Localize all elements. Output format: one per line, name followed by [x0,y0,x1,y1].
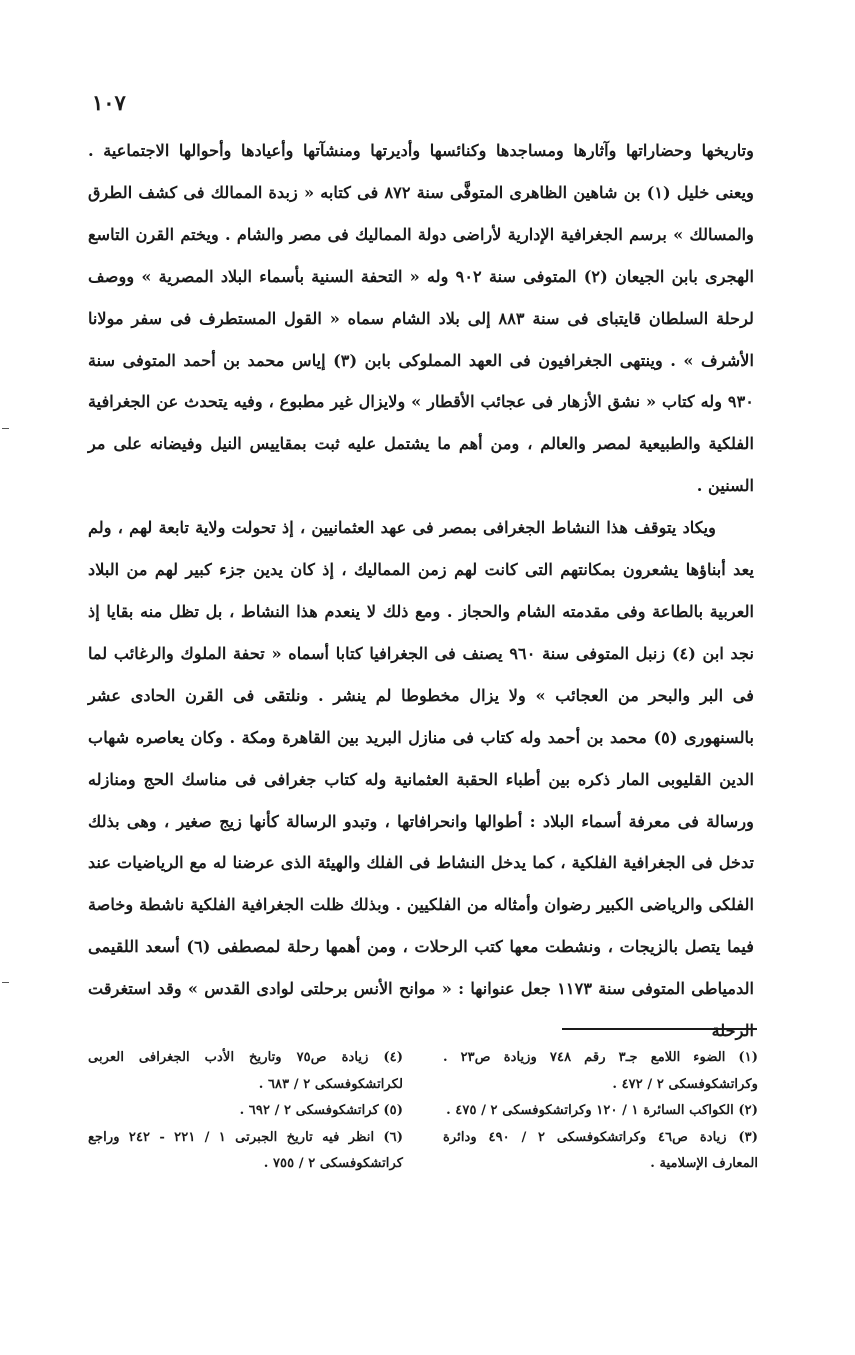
page-number: ١٠٧ [92,90,126,115]
footnote-3: (٣) زيادة ص٤٦ وكراتشكوفسكى ٢ / ٤٩٠ ودائرة المعارف الإسلامية . [443,1129,758,1171]
footnotes-left-column [88,1045,403,1178]
footnote-4: (٤) زيادة ص٧٥ وتاريخ الأدب الجغرافى العربى لكراتشكوفسكى ٢ / ٦٨٣ . [88,1050,403,1092]
margin-mark [2,428,9,429]
footnote-1: (١) الضوء اللامع جـ٣ رقم ٧٤٨ وزيادة ص٢٣ . وكراتشكوفسكى ٢ / ٤٧٢ . [443,1050,759,1092]
footnotes [88,1045,758,1178]
footnote-separator [562,1028,757,1030]
footnote-2: (٢) الكواكب السائرة ١ / ١٢٠ وكراتشكوفسكى ٢ / ٤٧٥ . [446,1103,758,1118]
margin-mark [2,982,9,983]
main-text [88,130,754,1052]
footnotes-right-column [443,1045,758,1178]
footnote-6: (٦) انظر فيه تاريخ الجبرتى ١ / ٢٢١ - ٢٤٢ وراجع كراتشكوفسكى ٢ / ٧٥٥ . [88,1129,404,1171]
footnote-5: (٥) كراتشكوفسكى ٢ / ٦٩٢ . [239,1103,403,1118]
paragraph-2: ويكاد يتوقف هذا النشاط الجغرافى بمصر فى عهد العثمانيين ، إذ تحولت ولاية تابعة لهم ، ولم يعد أبناؤها يشعرون بمكانتهم التى كانت لهم زمن المماليك ، إذ كان يدين جزء كبير لهم من البلاد العربية بالطاعة وفى مقدمته الشام والحجاز . ومع ذلك لا ينعدم هذا النشاط ، بل تظل منه بقايا إذ نجد ابن (٤) زنبل المتوفى سنة ٩٦٠ يصنف فى الجغرافيا كتابا أسماه « تحفة الملوك والرغائب لما فى البر والبحر من العجائب » ولا يزال مخطوطا لم ينشر . ونلتقى فى القرن الحادى عشر بالسنهورى (٥) محمد بن أحمد وله كتاب فى منازل البريد بين القاهرة ومكة . وكان يعاصره شهاب الدين القليوبى المار ذكره بين أطباء الحقبة العثمانية وله كتاب جغرافى فى مناسك الحج ومنازله ورسالة فى معرفة أسماء البلاد : أطوالها وانحرافاتها ، وتبدو الرسالة كأنها زيج صغير ، وهى بذلك تدخل فى الجغرافية الفلكية ، كما يدخل النشاط فى الفلك والهيئة الذى عرضنا له مع الرياضيات عند الفلكى والرياضى الكبير رضوان وأمثاله من الفلكيين . وبذلك ظلت الجغرافية الفلكية ناشطة وخاصة فيما يتصل بالزيجات ، ونشطت معها كتب الرحلات ، ومن أهمها رحلة لمصطفى (٦) أسعد اللقيمى الدمياطى المتوفى سنة ١١٧٣ جعل عنوانها : « موانح الأنس برحلتى لوادى القدس » وقد استغرقت الرحلة [88,518,754,1041]
paragraph-1: وتاريخها وحضاراتها وآثارها ومساجدها وكنائسها وأديرتها ومنشآتها وأعيادها وأحوالها الاجتماعية . ويعنى خليل (١) بن شاهين الظاهرى المتوفَّى سنة ٨٧٢ فى كتابه « زبدة الممالك فى كشف الطرق والمسالك » برسم الجغرافية الإدارية لأراضى دولة المماليك فى مصر والشام . ويختم القرن التاسع الهجرى بابن الجيعان (٢) المتوفى سنة ٩٠٢ وله « التحفة السنية بأسماء البلاد المصرية » ووصف لرحلة السلطان قايتباى فى سنة ٨٨٣ إلى بلاد الشام سماه « القول المستطرف فى سفر مولانا الأشرف » . وينتهى الجغرافيون فى العهد المملوكى بابن (٣) إياس محمد بن أحمد المتوفى سنة ٩٣٠ وله كتاب « نشق الأزهار فى عجائب الأقطار » ولايزال غير مطبوع ، وفيه يتحدث عن الجغرافية الفلكية والطبيعية لمصر والعالم ، ومن أهم ما يشتمل عليه ثبت بمقاييس النيل وفيضانه على مر السنين . [88,141,754,496]
